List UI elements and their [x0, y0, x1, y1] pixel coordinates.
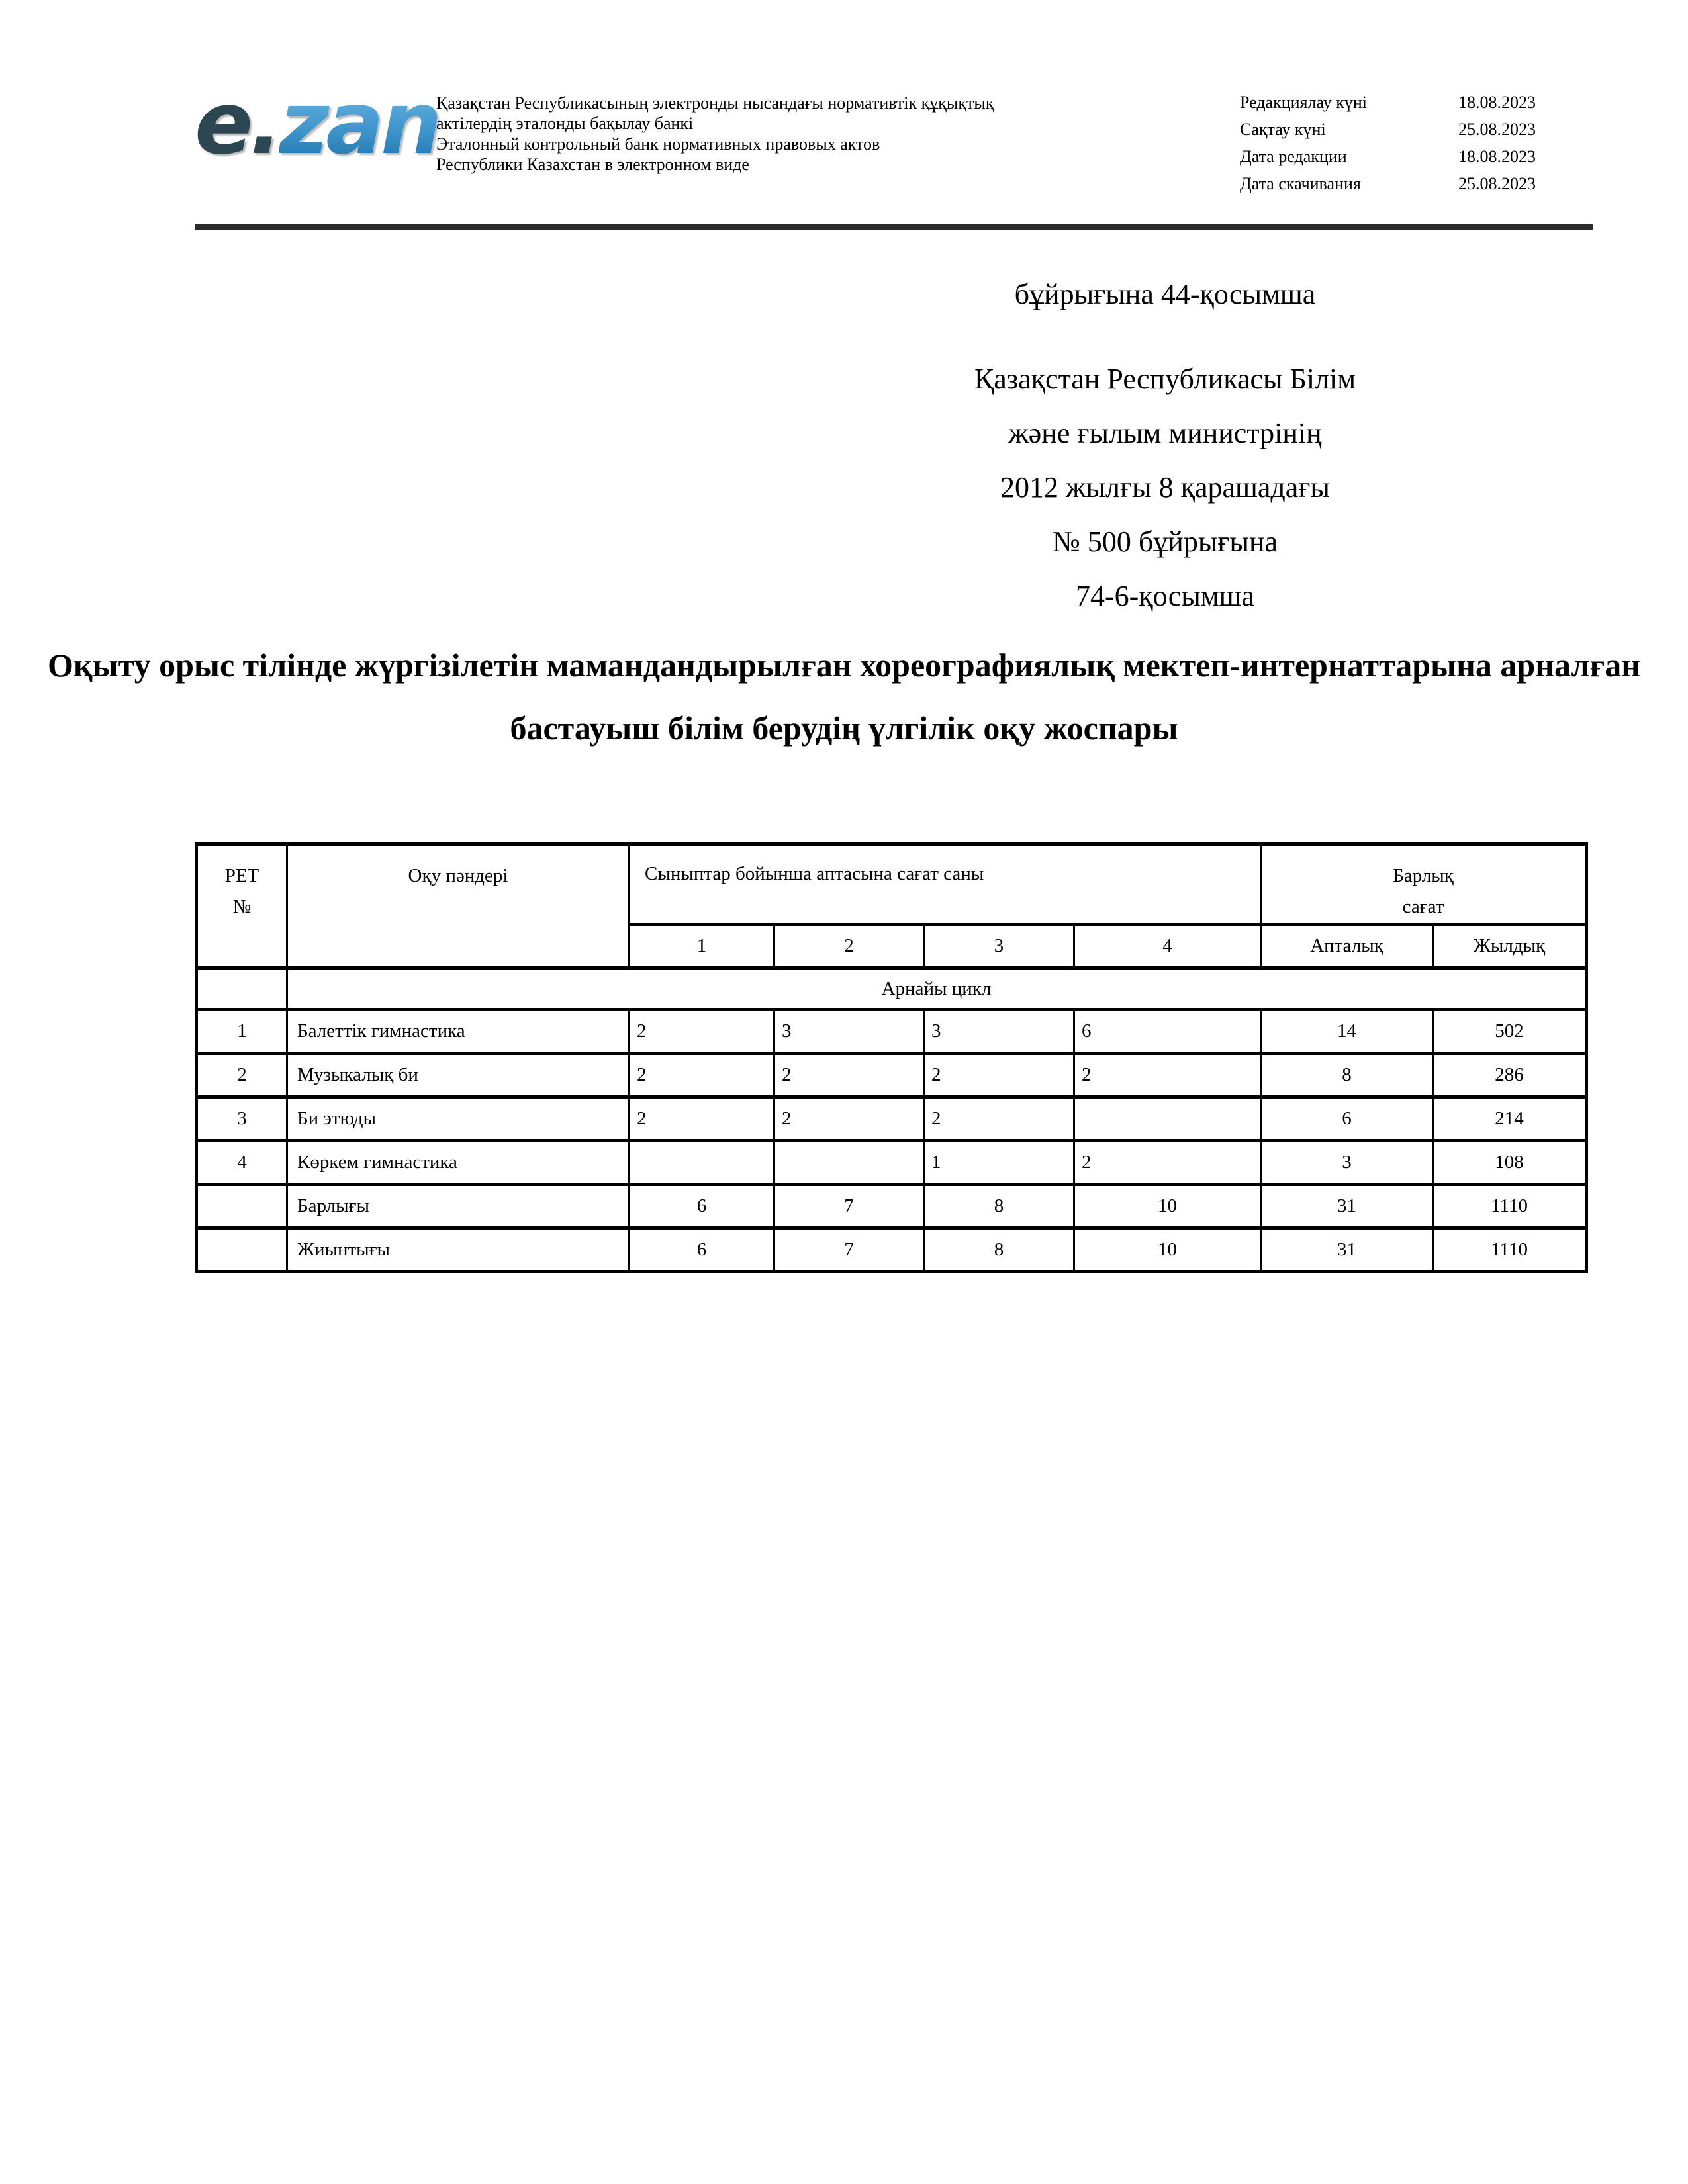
row-number: 4	[197, 1141, 287, 1185]
yearly-hours: 502	[1433, 1010, 1587, 1054]
org-line-kk-2: актілердің эталонды бақылау банкі	[436, 114, 694, 133]
class4-total: 10	[1074, 1185, 1261, 1228]
class1-hours: 2	[630, 1054, 774, 1097]
logo-text-blue: zan	[279, 73, 439, 173]
table-header-row-1	[197, 844, 1587, 925]
org-line-ru-1: Эталонный контрольный банк нормативных правовых актов	[436, 134, 880, 154]
date-row	[1240, 120, 1571, 147]
subject-name: Музыкалық би	[287, 1054, 630, 1097]
date-row	[1240, 147, 1571, 174]
total-label: Барлығы	[287, 1185, 630, 1228]
header-divider-rule	[195, 224, 1593, 230]
class3-hours: 1	[924, 1141, 1074, 1185]
header-cell-total-hours	[1261, 844, 1587, 925]
weekly-hours: 14	[1261, 1010, 1433, 1054]
header-cell-class-3: 3	[924, 925, 1074, 968]
header-cell-class-4: 4	[1074, 925, 1261, 968]
yearly-total: 1110	[1433, 1185, 1587, 1228]
class3-hours: 2	[924, 1054, 1074, 1097]
header-total-line2: сағат	[1402, 896, 1444, 917]
row-number: 2	[197, 1054, 287, 1097]
weekly-hours: 3	[1261, 1141, 1433, 1185]
section-empty-cell	[197, 968, 287, 1010]
date-row	[1240, 93, 1571, 120]
header-number-line1: РЕТ	[224, 865, 259, 886]
date-value: 18.08.2023	[1458, 93, 1536, 112]
class1-grand-total: 6	[630, 1228, 774, 1272]
class4-hours: 2	[1074, 1141, 1261, 1185]
yearly-grand-total: 1110	[1433, 1228, 1587, 1272]
class1-total: 6	[630, 1185, 774, 1228]
section-row	[197, 968, 1587, 1010]
class2-total: 7	[774, 1185, 924, 1228]
date-label: Сақтау күні	[1240, 120, 1326, 139]
ezan-logo	[195, 73, 439, 173]
class3-hours: 3	[924, 1010, 1074, 1054]
org-line-ru-2: Республики Казахстан в электронном виде	[436, 155, 749, 174]
yearly-hours: 286	[1433, 1054, 1587, 1097]
appendix-line: 74-6-қосымша	[1075, 580, 1255, 612]
grand-total-row	[197, 1228, 1587, 1272]
date-row	[1240, 174, 1571, 201]
header-cell-class-1: 1	[630, 925, 774, 968]
logo-text-dark: e.	[195, 73, 279, 173]
weekly-hours: 8	[1261, 1054, 1433, 1097]
date-label: Редакциялау күні	[1240, 93, 1367, 112]
header-cell-weekly: Апталық	[1261, 925, 1433, 968]
table-row	[197, 1097, 1587, 1141]
class4-hours	[1074, 1097, 1261, 1141]
grand-total-label: Жиынтығы	[287, 1228, 630, 1272]
appendix-line: Қазақстан Республикасы Білім	[974, 363, 1356, 395]
appendix-reference-block	[702, 267, 1628, 623]
table-row	[197, 1141, 1587, 1185]
appendix-line: 2012 жылғы 8 қарашадағы	[1000, 471, 1330, 504]
class2-hours: 3	[774, 1010, 924, 1054]
subject-name: Көркем гимнастика	[287, 1141, 630, 1185]
org-line-kk-1: Қазақстан Республикасының электронды нысандағы нормативтік құқықтық	[436, 93, 994, 113]
appendix-line: және ғылым министрінің	[1008, 417, 1322, 449]
weekly-hours: 6	[1261, 1097, 1433, 1141]
class3-grand-total: 8	[924, 1228, 1074, 1272]
table-row	[197, 1010, 1587, 1054]
class2-hours: 2	[774, 1054, 924, 1097]
section-title: Арнайы цикл	[287, 968, 1587, 1010]
document-title: Оқыту орыс тілінде жүргізілетін мамандандырылған хореографиялық мектеп-интернаттарына арналған бастауыш білім берудің үлгілік оқу жоспары	[47, 647, 1641, 747]
row-number: 3	[197, 1097, 287, 1141]
header-cell-number	[197, 844, 287, 968]
row-number-empty	[197, 1185, 287, 1228]
header-number-line2: №	[232, 896, 252, 917]
class4-grand-total: 10	[1074, 1228, 1261, 1272]
date-value: 25.08.2023	[1458, 120, 1536, 139]
header-cell-class-2: 2	[774, 925, 924, 968]
total-row	[197, 1185, 1587, 1228]
appendix-line: № 500 бұйрығына	[1052, 525, 1278, 558]
yearly-hours: 214	[1433, 1097, 1587, 1141]
header-subjects-label: Оқу пәндері	[408, 865, 508, 886]
document-dates	[1240, 93, 1571, 201]
class3-total: 8	[924, 1185, 1074, 1228]
weekly-grand-total: 31	[1261, 1228, 1433, 1272]
date-value: 18.08.2023	[1458, 147, 1536, 166]
row-number: 1	[197, 1010, 287, 1054]
row-number-empty	[197, 1228, 287, 1272]
organization-description	[436, 93, 1224, 175]
class1-hours: 2	[630, 1010, 774, 1054]
header-cell-yearly: Жылдық	[1433, 925, 1587, 968]
date-label: Дата редакции	[1240, 147, 1347, 166]
yearly-hours: 108	[1433, 1141, 1587, 1185]
header-cell-classes-span: Сыныптар бойынша аптасына сағат саны	[630, 844, 1261, 925]
subject-name: Балеттік гимнастика	[287, 1010, 630, 1054]
class1-hours	[630, 1141, 774, 1185]
class2-grand-total: 7	[774, 1228, 924, 1272]
date-value: 25.08.2023	[1458, 174, 1536, 193]
date-label: Дата скачивания	[1240, 174, 1361, 193]
class2-hours: 2	[774, 1097, 924, 1141]
class4-hours: 6	[1074, 1010, 1261, 1054]
appendix-line: бұйрығына 44-қосымша	[1014, 278, 1316, 310]
table-row	[197, 1054, 1587, 1097]
class1-hours: 2	[630, 1097, 774, 1141]
curriculum-table	[195, 842, 1588, 1273]
header-cell-subjects	[287, 844, 630, 968]
class2-hours	[774, 1141, 924, 1185]
weekly-total: 31	[1261, 1185, 1433, 1228]
class4-hours: 2	[1074, 1054, 1261, 1097]
subject-name: Би этюды	[287, 1097, 630, 1141]
class3-hours: 2	[924, 1097, 1074, 1141]
header-total-line1: Барлық	[1393, 865, 1454, 886]
